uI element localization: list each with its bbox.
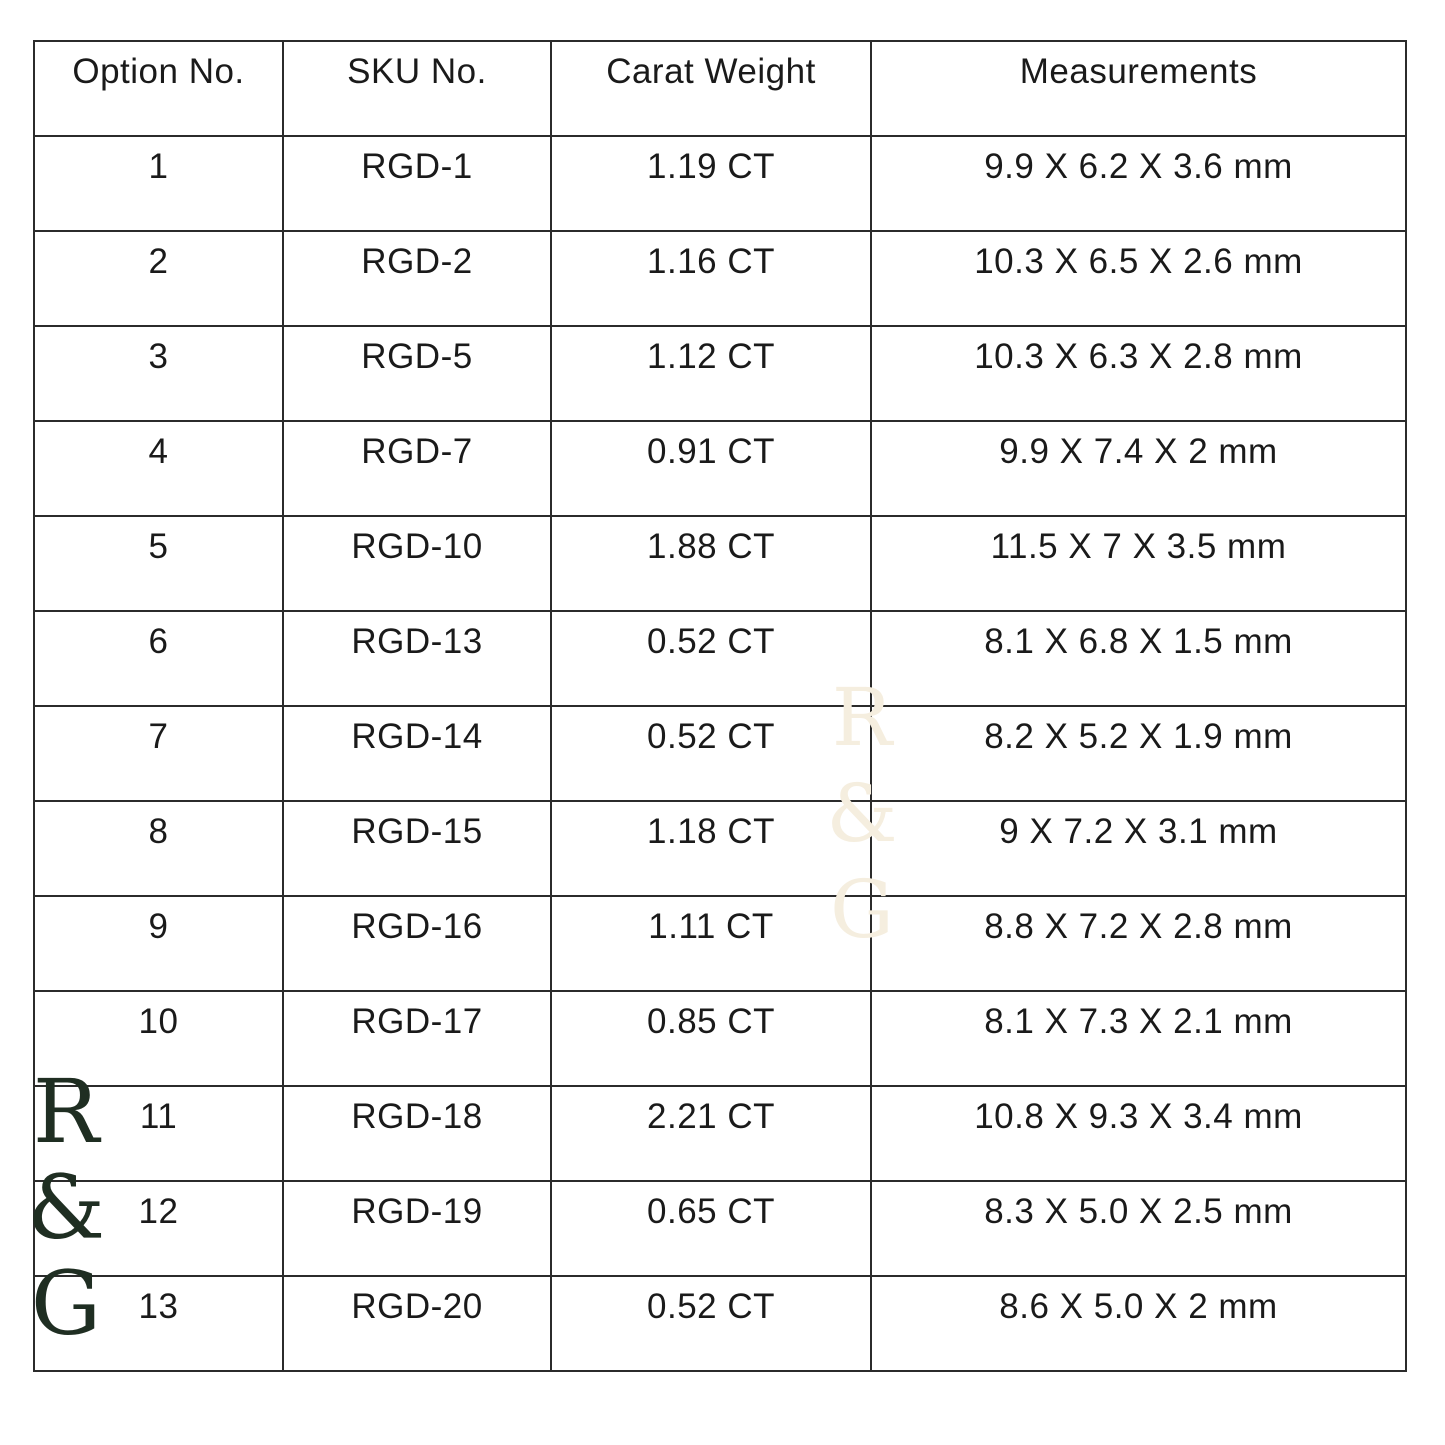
carat-weight-cell: 0.85 CT <box>551 991 871 1086</box>
watermark-letter: R <box>831 671 893 764</box>
carat-weight-cell: 1.88 CT <box>551 516 871 611</box>
option-no-cell: 9 <box>34 896 283 991</box>
carat-weight-cell: 1.12 CT <box>551 326 871 421</box>
carat-weight-cell: 0.52 CT <box>551 1276 871 1371</box>
sku-no-cell: RGD-13 <box>283 611 551 706</box>
option-no-cell: 11 <box>34 1086 283 1181</box>
carat-weight-cell: 0.52 CT <box>551 611 871 706</box>
header-option-no: Option No. <box>34 41 283 136</box>
sku-no-cell: RGD-19 <box>283 1181 551 1276</box>
carat-weight-cell: 0.65 CT <box>551 1181 871 1276</box>
carat-weight-cell: 2.21 CT <box>551 1086 871 1181</box>
table-row <box>34 326 1406 421</box>
sku-no-cell: RGD-20 <box>283 1276 551 1371</box>
measurements-cell: 10.3 X 6.3 X 2.8 mm <box>871 326 1406 421</box>
option-no-cell: 7 <box>34 706 283 801</box>
table-row <box>34 896 1406 991</box>
table-row <box>34 706 1406 801</box>
measurements-cell: 8.3 X 5.0 X 2.5 mm <box>871 1181 1406 1276</box>
sku-no-cell: RGD-17 <box>283 991 551 1086</box>
sku-no-cell: RGD-10 <box>283 516 551 611</box>
table-row <box>34 1276 1406 1371</box>
measurements-cell: 8.1 X 6.8 X 1.5 mm <box>871 611 1406 706</box>
carat-weight-cell: 1.18 CT <box>551 801 871 896</box>
carat-weight-cell: 1.19 CT <box>551 136 871 231</box>
measurements-cell: 8.1 X 7.3 X 2.1 mm <box>871 991 1406 1086</box>
sku-no-cell: RGD-15 <box>283 801 551 896</box>
sku-no-cell: RGD-7 <box>283 421 551 516</box>
option-no-cell: 12 <box>34 1181 283 1276</box>
options-table <box>33 40 1407 1372</box>
option-no-cell: 8 <box>34 801 283 896</box>
table-row <box>34 516 1406 611</box>
measurements-cell: 9.9 X 6.2 X 3.6 mm <box>871 136 1406 231</box>
carat-weight-cell: 0.52 CT <box>551 706 871 801</box>
table-row <box>34 136 1406 231</box>
measurements-cell: 11.5 X 7 X 3.5 mm <box>871 516 1406 611</box>
logo-letter: G <box>30 1252 102 1355</box>
header-measurements: Measurements <box>871 41 1406 136</box>
option-no-cell: 1 <box>34 136 283 231</box>
table-row <box>34 991 1406 1086</box>
brand-logo-left <box>26 1060 106 1356</box>
watermark-letter: G <box>830 863 894 956</box>
header-row <box>34 41 1406 136</box>
table-row <box>34 421 1406 516</box>
measurements-cell: 8.6 X 5.0 X 2 mm <box>871 1276 1406 1371</box>
measurements-cell: 8.8 X 7.2 X 2.8 mm <box>871 896 1406 991</box>
measurements-cell: 10.3 X 6.5 X 2.6 mm <box>871 231 1406 326</box>
header-carat-weight: Carat Weight <box>551 41 871 136</box>
option-no-cell: 2 <box>34 231 283 326</box>
option-no-cell: 6 <box>34 611 283 706</box>
table-body <box>34 136 1406 1371</box>
table-row <box>34 801 1406 896</box>
table-row <box>34 1086 1406 1181</box>
logo-letter: & <box>26 1156 106 1259</box>
table-row <box>34 611 1406 706</box>
carat-weight-cell: 0.91 CT <box>551 421 871 516</box>
measurements-cell: 10.8 X 9.3 X 3.4 mm <box>871 1086 1406 1181</box>
sku-no-cell: RGD-14 <box>283 706 551 801</box>
option-no-cell: 13 <box>34 1276 283 1371</box>
option-no-cell: 4 <box>34 421 283 516</box>
sku-no-cell: RGD-18 <box>283 1086 551 1181</box>
logo-letter: R <box>32 1060 100 1163</box>
table-header <box>34 41 1406 136</box>
table-row <box>34 1181 1406 1276</box>
header-sku-no: SKU No. <box>283 41 551 136</box>
table-row <box>34 231 1406 326</box>
measurements-cell: 9.9 X 7.4 X 2 mm <box>871 421 1406 516</box>
watermark-letter: & <box>826 767 898 860</box>
measurements-cell: 8.2 X 5.2 X 1.9 mm <box>871 706 1406 801</box>
sku-no-cell: RGD-16 <box>283 896 551 991</box>
watermark-logo-center <box>822 671 902 966</box>
measurements-cell: 9 X 7.2 X 3.1 mm <box>871 801 1406 896</box>
carat-weight-cell: 1.16 CT <box>551 231 871 326</box>
option-no-cell: 5 <box>34 516 283 611</box>
carat-weight-cell: 1.11 CT <box>551 896 871 991</box>
sku-no-cell: RGD-2 <box>283 231 551 326</box>
sku-no-cell: RGD-1 <box>283 136 551 231</box>
sku-no-cell: RGD-5 <box>283 326 551 421</box>
option-no-cell: 10 <box>34 991 283 1086</box>
option-no-cell: 3 <box>34 326 283 421</box>
